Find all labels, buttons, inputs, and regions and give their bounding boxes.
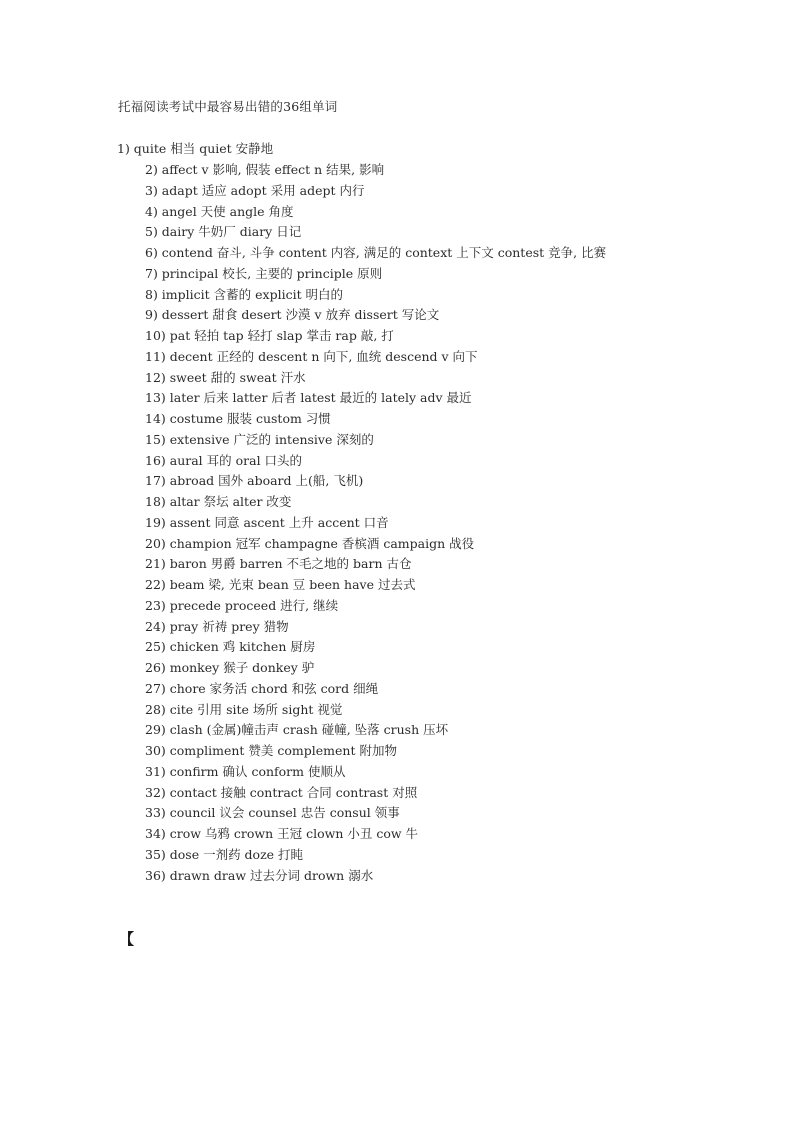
list-item: 11) decent 正经的 descent n 向下, 血统 descend v 向下 (145, 348, 478, 364)
list-item: 31) confirm 确认 conform 使顺从 (145, 763, 346, 779)
list-item: 19) assent 同意 ascent 上升 accent 口音 (145, 514, 389, 530)
list-item-1: 1) quite 相当 quiet 安静地 (117, 141, 274, 156)
list-item: 34) crow 乌鸦 crown 王冠 clown 小丑 cow 牛 (145, 826, 419, 841)
list-item: 15) extensive 广泛的 intensive 深刻的 (145, 431, 374, 447)
list-item: 35) dose 一剂药 doze 打盹 (145, 846, 304, 862)
list-item: 14) costume 服装 custom 习惯 (145, 411, 331, 426)
list-item: 16) aural 耳的 oral 口头的 (145, 452, 303, 468)
list-item: 21) baron 男爵 barren 不毛之地的 barn 古仓 (145, 556, 412, 572)
list-item: 18) altar 祭坛 alter 改变 (145, 494, 292, 509)
word-list (145, 160, 606, 886)
list-item: 24) pray 祈祷 prey 猎物 (145, 618, 289, 634)
list-item: 10) pat 轻拍 tap 轻打 slap 掌击 rap 敲, 打 (145, 328, 394, 343)
list-item: 2) affect v 影响, 假装 effect n 结果, 影响 (145, 162, 385, 177)
list-item: 30) compliment 赞美 complement 附加物 (145, 743, 397, 758)
list-item: 29) clash (金属)幢击声 crash 碰幢, 坠落 crush 压坏 (145, 722, 449, 738)
bracket-mark: 【 (119, 930, 135, 948)
list-item: 23) precede proceed 进行, 继续 (145, 597, 339, 613)
list-item: 12) sweet 甜的 sweat 汗水 (145, 369, 306, 385)
list-item: 4) angel 天使 angle 角度 (145, 203, 294, 219)
list-item: 7) principal 校长, 主要的 principle 原则 (145, 265, 383, 281)
page-title: 托福阅读考试中最容易出错的36组单词 (118, 99, 338, 114)
list-item: 28) cite 引用 site 场所 sight 视觉 (145, 701, 343, 717)
list-item: 13) later 后来 latter 后者 latest 最近的 lately adv 最近 (145, 390, 472, 406)
list-item: 3) adapt 适应 adopt 采用 adept 内行 (145, 182, 365, 198)
list-item: 22) beam 梁, 光束 bean 豆 been have 过去式 (145, 577, 416, 592)
list-item: 9) dessert 甜食 desert 沙漠 v 放弃 dissert 写论文 (145, 307, 440, 323)
list-item: 17) abroad 国外 aboard 上(船, 飞机) (145, 473, 364, 489)
list-item: 20) champion 冠军 champagne 香槟酒 campaign 战役 (145, 535, 475, 551)
list-item: 8) implicit 含蓄的 explicit 明白的 (145, 286, 344, 302)
list-item: 32) contact 接触 contract 合同 contrast 对照 (145, 784, 418, 800)
list-item: 33) council 议会 counsel 忠告 consul 领事 (145, 805, 400, 821)
list-item: 26) monkey 猴子 donkey 驴 (145, 660, 315, 675)
list-item: 25) chicken 鸡 kitchen 厨房 (145, 639, 316, 655)
list-item: 5) dairy 牛奶厂 diary 日记 (145, 224, 302, 240)
list-item: 6) contend 奋斗, 斗争 content 内容, 满足的 context 上下文 contest 竞争, 比赛 (145, 245, 607, 260)
list-item: 27) chore 家务活 chord 和弦 cord 细绳 (145, 680, 379, 696)
list-item: 36) drawn draw 过去分词 drown 溺水 (145, 867, 374, 883)
